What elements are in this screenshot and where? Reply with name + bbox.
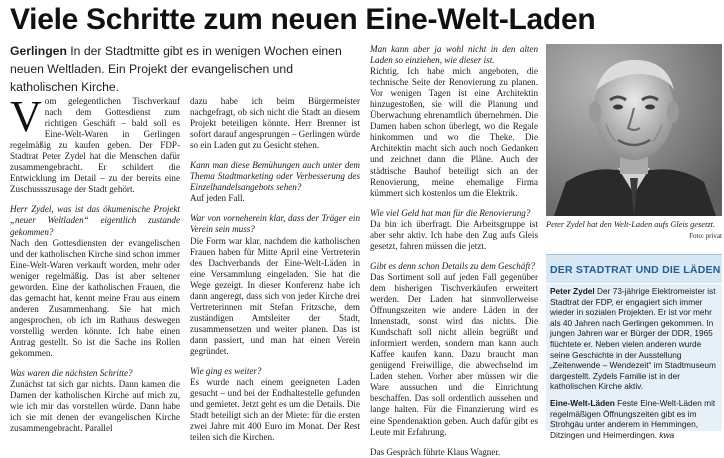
info-signature: kwa: [659, 429, 675, 440]
interview-answer: Nach den Gottesdiensten der evangelischen und der katholischen Kirche sind schon immer Eine-Welt-Waren verkauft worden, mehr oder weniger regelmäßig. Das ist aber seltener geworden. Eine der katholischen Frauen, die das gemacht hat, kennt meine Frau aus einem anderen Zusammenhang. Sie hat mich angesprochen, ob ich im Rathaus deswegen vorstellig werden könnte. Ich habe einen Antrag gestellt. So ist die Sache ins Rollen gekommen.: [10, 237, 180, 359]
info-box: [546, 284, 722, 440]
interview-answer: Da bin ich überfragt. Die Arbeitsgruppe ist aber sehr aktiv. Ich habe den Zug aufs Gleis gesetzt, fahren müssen die jetzt.: [370, 218, 538, 251]
interview-question: Wie viel Geld hat man für die Renovierung?: [370, 207, 531, 218]
interview-answer: Die Form war klar, nachdem die katholischen Frauen haben für Mitte April eine Vertreterin des Dachverbands der Eine-Welt-Läden in eine Versammlung eingeladen. Sie hat die Wege gezeigt. In dieser Konferenz habe ich dann angeregt, dass sich von jeder Kirche drei Vertreterinnen mit Stefan Fritzsche, dem zuständigen Amtsleiter der Stadt, zusammensetzen und weiter planen. Das ist dann passiert, und man hat einen Verein gegründet.: [190, 235, 360, 356]
author-signature: Das Gespräch führte Klaus Wagner.: [370, 446, 501, 457]
interview-question: Man kann aber ja wohl nicht in den alten Laden so einziehen, wie dieser ist.: [370, 44, 538, 66]
lead-text: In der Stadtmitte gibt es in wenigen Wochen einen neuen Weltladen. Ein Projekt der evangelischen und katholischen Kirche.: [10, 44, 342, 94]
article-column-3: [370, 44, 538, 457]
lead-paragraph: [10, 42, 362, 96]
interview-answer: Auf jeden Fall.: [190, 193, 245, 204]
interview-answer: dazu habe ich beim Bürgermeister nachgefragt, ob sich nicht die Stadt an diesem Projekt beteiligen könnte. Herr Brenner ist sofort darauf angesprungen – Gerlingen würde so ein Laden gut zu Gesicht stehen.: [190, 96, 360, 151]
info-paragraph: [550, 398, 718, 440]
info-name: Eine-Welt-Läden: [550, 397, 615, 408]
interview-question: Was waren die nächsten Schritte?: [10, 368, 133, 379]
interview-answer: Es wurde nach einem geeigneten Laden gesucht – und bei der Endhaltestelle gefunden und gemietet. Jetzt geht es um die Details. Die Stadt beteiligt sich an der Miete: für die ersten zwei Jahre mit 400 Euro im Monat. Der Rest teilen sich die Kirchen.: [190, 377, 360, 443]
article-column-1: [10, 92, 180, 434]
interview-answer: Zunächst tat sich gar nichts. Dann kamen die Damen der katholischen Kirche auf mich zu, wie ich mir das vorstellen würde. Dann habe ich sie mit denen der evangelischen Kirche zusammengebracht. Parallel: [10, 379, 180, 434]
info-paragraph: [550, 286, 718, 392]
interview-answer: Richtig. Ich habe mich angeboten, die technische Seite der Renovierung zu planen. Vor wenigen Tagen ist eine Architektin hinzugestoßen, sie will die Planung und Überwachung ehrenamtlich übernehmen. Die Damen haben schon überlegt, wo die Regale hinkommen und wo die Theke. Die Architektin macht sich auch noch Gedanken und zeichnet dann die Pläne. Auch der städtische Bauhof beteiligt sich an der Renovierung, meine ehemalige Firma kümmert sich kostenlos um die Elektrik.: [370, 66, 538, 198]
article-column-2: [190, 96, 360, 443]
headline: Viele Schritte zum neuen Eine-Welt-Laden: [10, 3, 596, 36]
interview-question: War von vorneherein klar, dass der Träger ein Verein sein muss?: [190, 213, 360, 235]
interview-question: Kann man diese Bemühungen auch unter dem Thema Stadtmarketing oder Verbesserung des Einzelhandelsangebots sehen?: [190, 160, 360, 193]
info-text: Der 73-jährige Elektromeister ist Stadtrat der FDP, er engagiert sich immer wieder in sozialen Projekten. Er ist vor mehr als 40 Jahren nach Gerlingen gekommen. In jungen Jahren war er Bürger der DDR, 1965 flüchtete er. Neben vielen anderen wurde seine Geschichte in der Ausstellung „Zeitenwende – Wendezeit“ im Stadtmuseum dargestellt. Zydels Familie ist in der katholischen Kirche aktiv.: [550, 286, 716, 392]
info-text: Feste Eine-Welt-Läden mit regelmäßigen Öffnungszeiten gibt es im Strohgäu unter anderem in Hemmingen, Ditzingen und Heimerdingen.: [550, 397, 716, 440]
portrait-photo: [546, 44, 722, 216]
lead-location: Gerlingen: [10, 44, 67, 58]
caption-text: Peter Zydel hat den Welt-Laden aufs Gleis gesetzt.: [546, 220, 716, 229]
portrait-illustration: [546, 44, 722, 216]
interview-question: Gibt es denn schon Details zu dem Geschäft?: [370, 260, 535, 271]
drop-cap: V: [10, 92, 42, 141]
sidebar-heading: DER STADTRAT UND DIE LÄDEN: [550, 264, 721, 276]
interview-answer: Das Sortiment soll auf jeden Fall gegenüber dem bisherigen Tischverkäufen erweitert werden. Der Laden hat sinnvollerweise Öffnungszeiten wie andere Läden in der Innenstadt, sonst wird das nichts. Die Kundschaft soll nicht allein begrüßt und informiert werden, sondern man kann auch Kaffee kaufen kann. Dazu braucht man genügend Freiwillige, die abwechselnd im Laden stehen. Vorher aber müssen wir die Ware aussuchen und die Einrichtung beschaffen. Das soll ordentlich aussehen und lange halten. Für die Finanzierung wird es eine Spendenaktion geben. Auch dafür gibt es Leute mit Erfahrung.: [370, 271, 538, 437]
info-name: Peter Zydel: [550, 286, 595, 296]
interview-question: Wie ging es weiter?: [190, 366, 262, 377]
interview-question: Herr Zydel, was ist das ökumenische Projekt „neuer Weltladen“ eigentlich zustande gekommen?: [10, 204, 180, 237]
intro-text: om gelegentlichen Tischverkauf nach dem Gottesdienst zum richtigen Geschäft – bald soll es Eine-Welt-Waren in Gerlingen regelmäßig zu kaufen geben. Der FDP-Stadtrat Peter Zydel hat die Menschen dafür zusammengebracht. Er schildert die Entwicklung im Detail – zu der bereits eine Zuschussszusage der Stadt gehört.: [10, 96, 180, 195]
photo-caption: [546, 220, 722, 241]
sidebar-heading-bar: [546, 254, 722, 283]
intro-paragraph: [10, 92, 180, 195]
photo-credit: Foto: privat: [689, 232, 722, 240]
